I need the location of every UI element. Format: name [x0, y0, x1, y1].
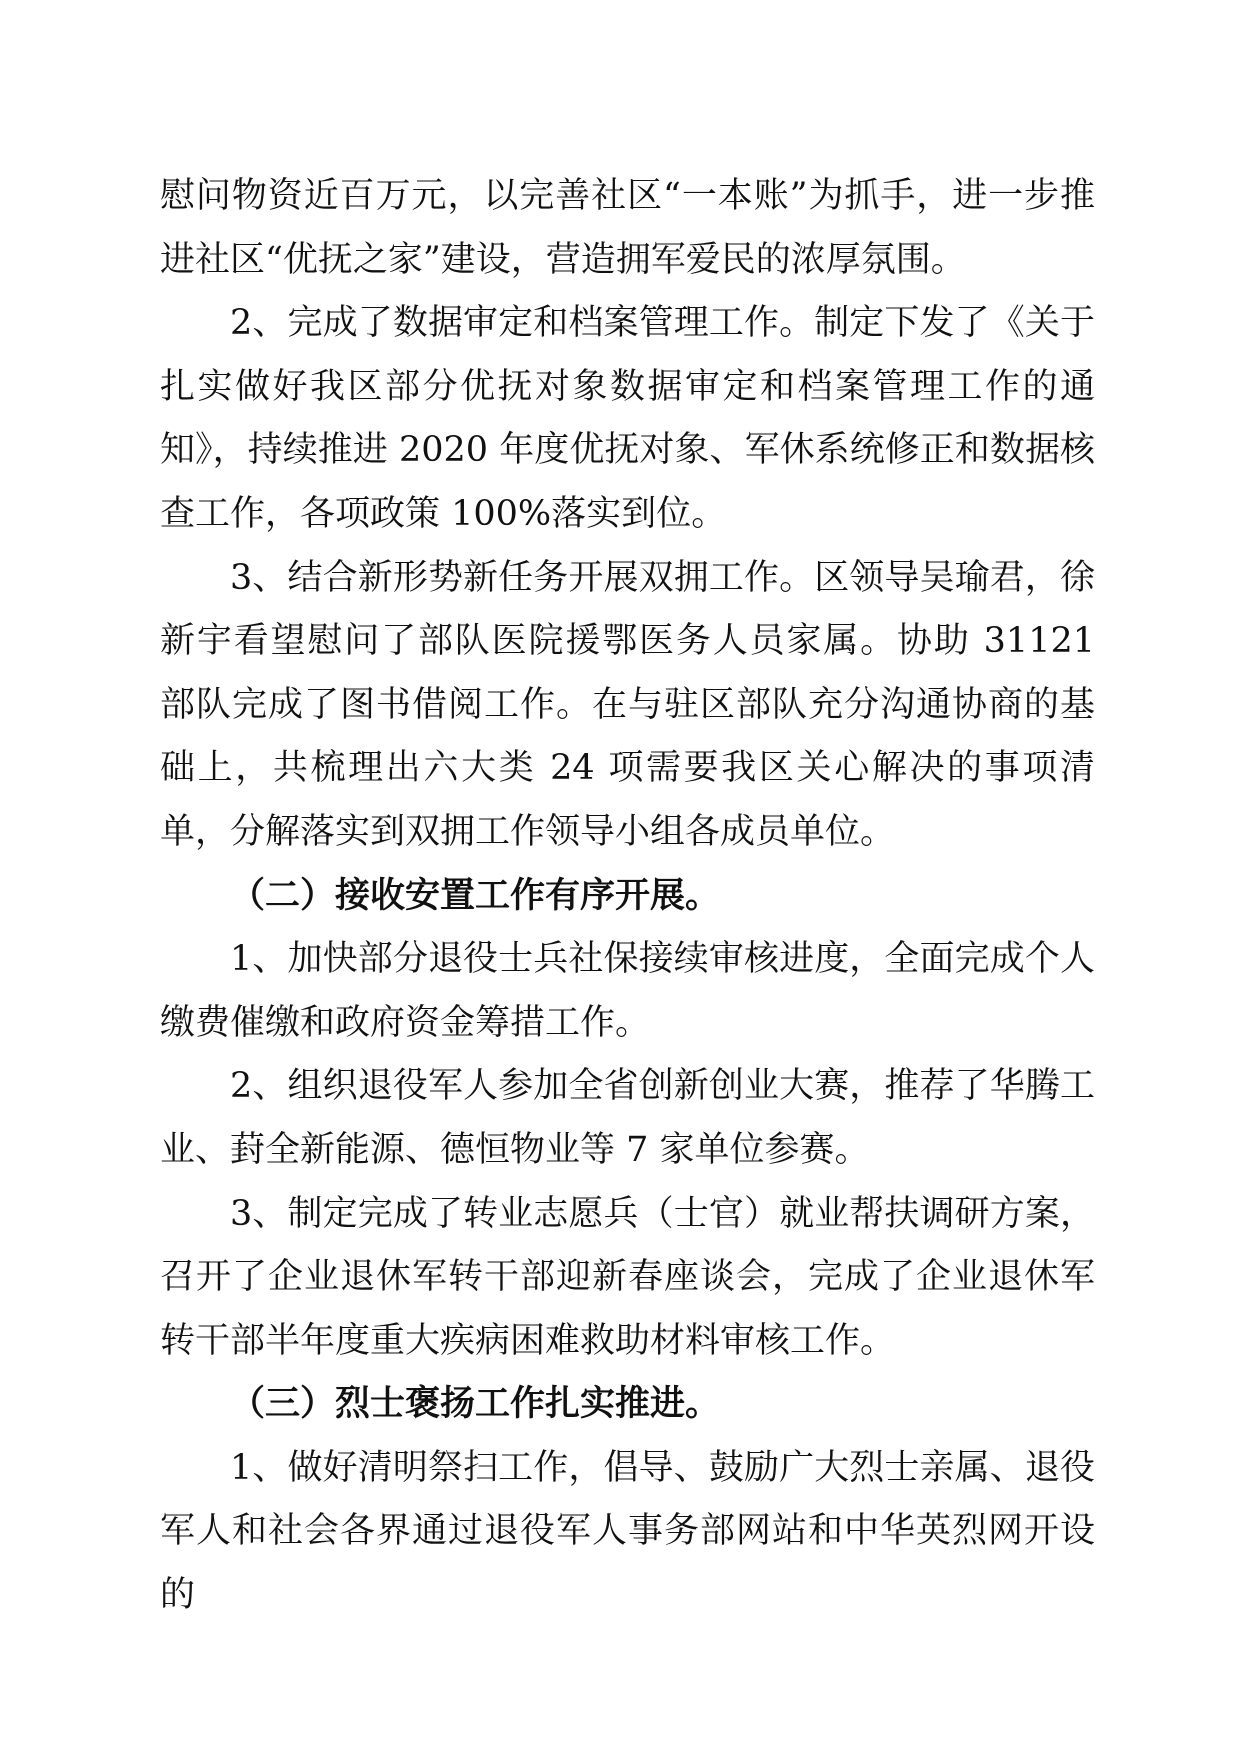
paragraph-double-support: 3、结合新形势新任务开展双拥工作。区领导吴瑜君，徐新宇看望慰问了部队医院援鄂医务人员家属。协助 31121 部队完成了图书借阅工作。在与驻区部队充分沟通协商的基础上，共梳理出六大类 24 项需要我区关心解决的事项清单，分解落实到双拥工作领导小组各成员单位。: [160, 557, 1095, 852]
paragraph-continuation: 慰问物资近百万元，以完善社区“一本账”为抓手，进一步推进社区“优抚之家”建设，营造拥军爱民的浓厚氛围。: [160, 176, 1095, 280]
paragraph-entrepreneurship: 2、组织退役军人参加全省创新创业大赛，推荐了华腾工业、葑全新能源、德恒物业等 7 家单位参赛。: [160, 1066, 1095, 1170]
paragraph-social-security: 1、加快部分退役士兵社保接续审核进度，全面完成个人缴费催缴和政府资金筹措工作。: [160, 939, 1095, 1043]
paragraph-data-archive: 2、完成了数据审定和档案管理工作。制定下发了《关于扎实做好我区部分优抚对象数据审定和档案管理工作的通知》，持续推进 2020 年度优抚对象、军休系统修正和数据核查工作，各项政策 100%落实到位。: [160, 303, 1095, 534]
section-heading-martyrs: （三）烈士褒扬工作扎实推进。: [230, 1384, 721, 1425]
document-body: [160, 165, 1095, 1628]
section-heading-resettlement: （二）接收安置工作有序开展。: [230, 875, 721, 916]
paragraph-employment-support: 3、制定完成了转业志愿兵（士官）就业帮扶调研方案，召开了企业退休军转干部迎新春座谈会，完成了企业退休军转干部半年度重大疾病困难救助材料审核工作。: [160, 1193, 1095, 1361]
paragraph-qingming: 1、做好清明祭扫工作，倡导、鼓励广大烈士亲属、退役军人和社会各界通过退役军人事务部网站和中华英烈网开设的: [160, 1447, 1095, 1616]
